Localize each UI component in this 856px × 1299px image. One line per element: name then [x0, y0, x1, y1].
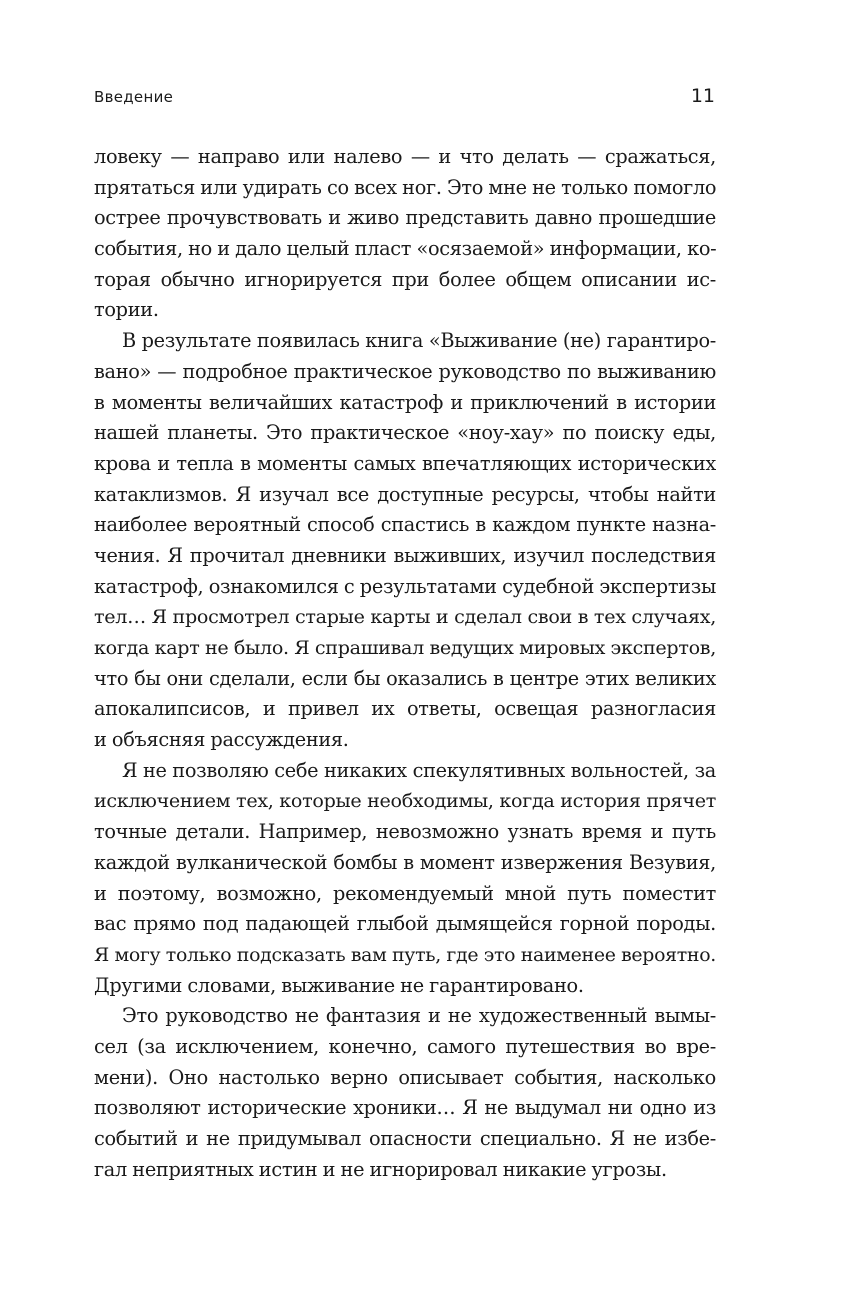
text-line: позволяют исторические хроники… Я не выдумал ни одно из	[94, 1096, 716, 1120]
text-line: точные детали. Например, невозможно узнать время и путь	[94, 820, 716, 844]
text-line: катастроф, ознакомился с результатами судебной экспертизы	[94, 574, 716, 598]
text-line: нашей планеты. Это практическое «ноу-хау» по поиску еды,	[94, 421, 716, 445]
text-line: прятаться или удирать со всех ног. Это мне не только помогло	[94, 175, 717, 199]
text-line: чения. Я прочитал дневники выживших, изучил последствия	[94, 543, 716, 567]
text-line: гал неприятных истин и не игнорировал никакие угрозы.	[94, 1157, 667, 1181]
text-line: Другими словами, выживание не гарантировано.	[94, 973, 584, 997]
text-line: что бы они сделали, если бы оказались в центре этих великих	[94, 666, 716, 690]
text-line: В результате появилась книга «Выживание (не) гарантиро-	[122, 329, 716, 353]
text-line: крова и тепла в моменты самых впечатляющих исторических	[94, 451, 716, 475]
text-line: тории.	[94, 298, 159, 322]
text-line: исключением тех, которые необходимы, когда история прячет	[94, 789, 716, 813]
text-line: каждой вулканической бомбы в момент извержения Везувия,	[94, 850, 716, 874]
text-line: ловеку — направо или налево — и что делать — сражаться,	[94, 145, 716, 168]
body-text	[94, 142, 716, 1185]
text-line: вас прямо под падающей глыбой дымящейся горной породы.	[94, 912, 716, 936]
text-line: в моменты величайших катастроф и приключений в истории	[94, 390, 716, 414]
text-line: и объясняя рассуждения.	[94, 728, 349, 752]
text-line: сел (за исключением, конечно, самого путешествия во вре-	[94, 1034, 716, 1058]
text-line: острее прочувствовать и живо представить давно прошедшие	[94, 206, 716, 230]
text-line: события, но и дало целый пласт «осязаемой» информации, ко-	[94, 237, 717, 261]
text-line: апокалипсисов, и привел их ответы, освещая разногласия	[94, 697, 716, 721]
text-line: Я не позволяю себе никаких спекулятивных вольностей, за	[122, 758, 716, 782]
text-line: когда карт не было. Я спрашивал ведущих мировых экспертов,	[94, 636, 716, 659]
text-line: торая обычно игнорируется при более общем описании ис-	[94, 267, 716, 291]
text-line: катаклизмов. Я изучал все доступные ресурсы, чтобы найти	[94, 482, 716, 506]
text-line: событий и не придумывал опасности специально. Я не избе-	[94, 1127, 716, 1150]
text-line: тел… Я просмотрел старые карты и сделал свои в тех случаях,	[94, 605, 716, 629]
page-number: 11	[690, 85, 715, 107]
text-line: Это руководство не фантазия и не художественный вымы-	[122, 1004, 716, 1028]
text-line: наиболее вероятный способ спастись в каждом пункте назна-	[94, 513, 716, 537]
text-line: и поэтому, возможно, рекомендуемый мной путь поместит	[94, 881, 716, 905]
text-line: мени). Оно настолько верно описывает события, насколько	[94, 1065, 716, 1089]
text-line: вано» — подробное практическое руководство по выживанию	[94, 359, 716, 383]
running-title: Введение	[94, 88, 174, 106]
text-line: Я могу только подсказать вам путь, где это наименее вероятно.	[94, 943, 716, 966]
